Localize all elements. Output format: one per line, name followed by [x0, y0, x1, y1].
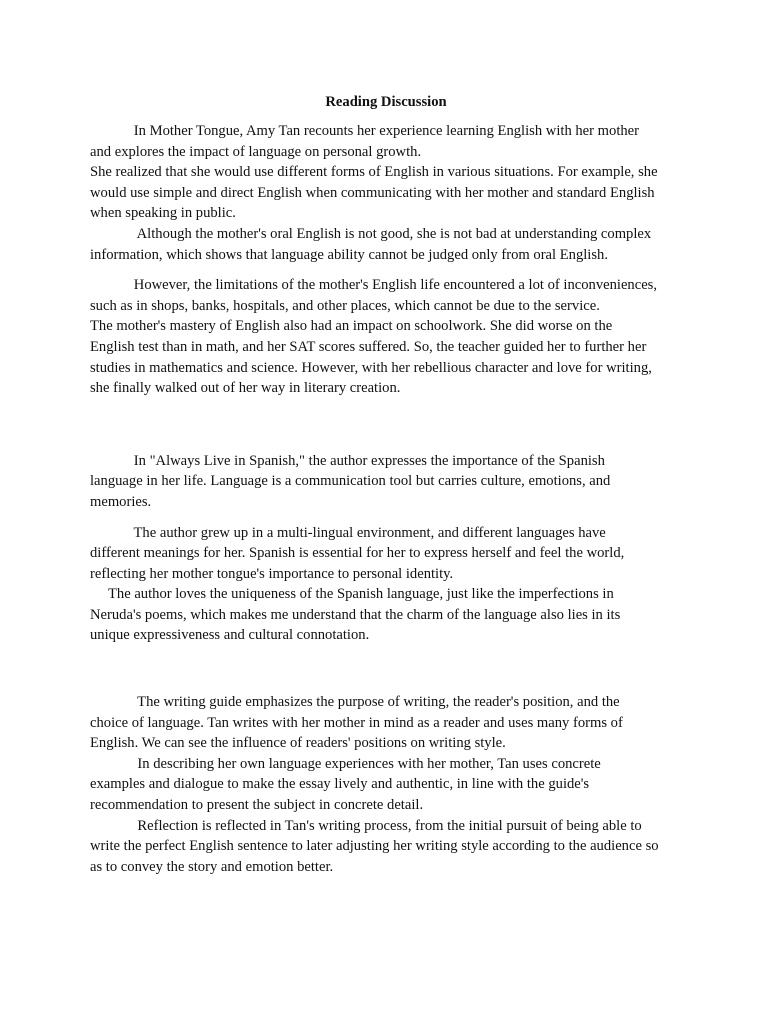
section2-paragraph-1 — [90, 451, 682, 513]
text-line: In "Always Live in Spanish," the author expresses the importance of the Spanish — [90, 452, 605, 469]
section1-paragraph-1 — [90, 121, 682, 265]
text-line: write the perfect English sentence to later adjusting her writing style according to the audience so — [90, 838, 659, 855]
text-line: as to convey the story and emotion better. — [90, 858, 334, 875]
text-line: English test than in math, and her SAT scores suffered. So, the teacher guided her to further her — [90, 338, 647, 355]
text-line: Although the mother's oral English is not good, she is not bad at understanding complex — [90, 225, 652, 242]
text-line: studies in mathematics and science. However, with her rebellious character and love for writing, — [90, 359, 652, 376]
text-line: recommendation to present the subject in concrete detail. — [90, 797, 424, 814]
text-line: when speaking in public. — [90, 205, 236, 222]
text-line: However, the limitations of the mother's English life encountered a lot of inconveniences, — [90, 277, 657, 294]
text-line: examples and dialogue to make the essay lively and authentic, in line with the guide's — [90, 776, 590, 793]
text-line: memories. — [90, 493, 152, 510]
text-line: English. We can see the influence of readers' positions on writing style. — [90, 735, 506, 752]
text-line: Reflection is reflected in Tan's writing process, from the initial pursuit of being able to — [90, 817, 642, 834]
section2-paragraph-2 — [90, 523, 682, 647]
text-line: reflecting her mother tongue's importance to personal identity. — [90, 565, 454, 582]
text-line: The writing guide emphasizes the purpose of writing, the reader's position, and the — [90, 694, 620, 711]
text-line: Neruda's poems, which makes me understand that the charm of the language also lies in its — [90, 606, 621, 623]
text-line: she finally walked out of her way in literary creation. — [90, 380, 401, 397]
text-line: In describing her own language experiences with her mother, Tan uses concrete — [90, 755, 601, 772]
text-line: would use simple and direct English when communicating with her mother and standard English — [90, 184, 655, 201]
text-line: In Mother Tongue, Amy Tan recounts her experience learning English with her mother — [90, 123, 640, 139]
section1-paragraph-2 — [90, 275, 682, 399]
text-line: The author loves the uniqueness of the Spanish language, just like the imperfections in — [90, 586, 614, 603]
spacer — [90, 513, 682, 523]
text-line: The mother's mastery of English also had an impact on schoolwork. She did worse on the — [90, 318, 613, 335]
text-line: language in her life. Language is a communication tool but carries culture, emotions, and — [90, 473, 611, 490]
text-line: choice of language. Tan writes with her mother in mind as a reader and uses many forms of — [90, 714, 623, 731]
text-line: and explores the impact of language on personal growth. — [90, 143, 422, 160]
document-title: Reading Discussion — [325, 94, 447, 110]
spacer — [90, 265, 682, 275]
text-line: She realized that she would use different forms of English in various situations. For example, she — [90, 164, 658, 181]
text-line: The author grew up in a multi-lingual environment, and different languages have — [90, 524, 606, 541]
text-line: unique expressiveness and cultural connotation. — [90, 627, 370, 644]
text-line: such as in shops, banks, hospitals, and other places, which cannot be due to the service. — [90, 297, 600, 314]
spacer — [90, 646, 682, 692]
section3-paragraph-1 — [90, 692, 682, 877]
document-page — [90, 92, 682, 877]
text-line: different meanings for her. Spanish is essential for her to express herself and feel the world, — [90, 545, 625, 562]
spacer — [90, 399, 682, 451]
text-line: information, which shows that language ability cannot be judged only from oral English. — [90, 246, 608, 263]
